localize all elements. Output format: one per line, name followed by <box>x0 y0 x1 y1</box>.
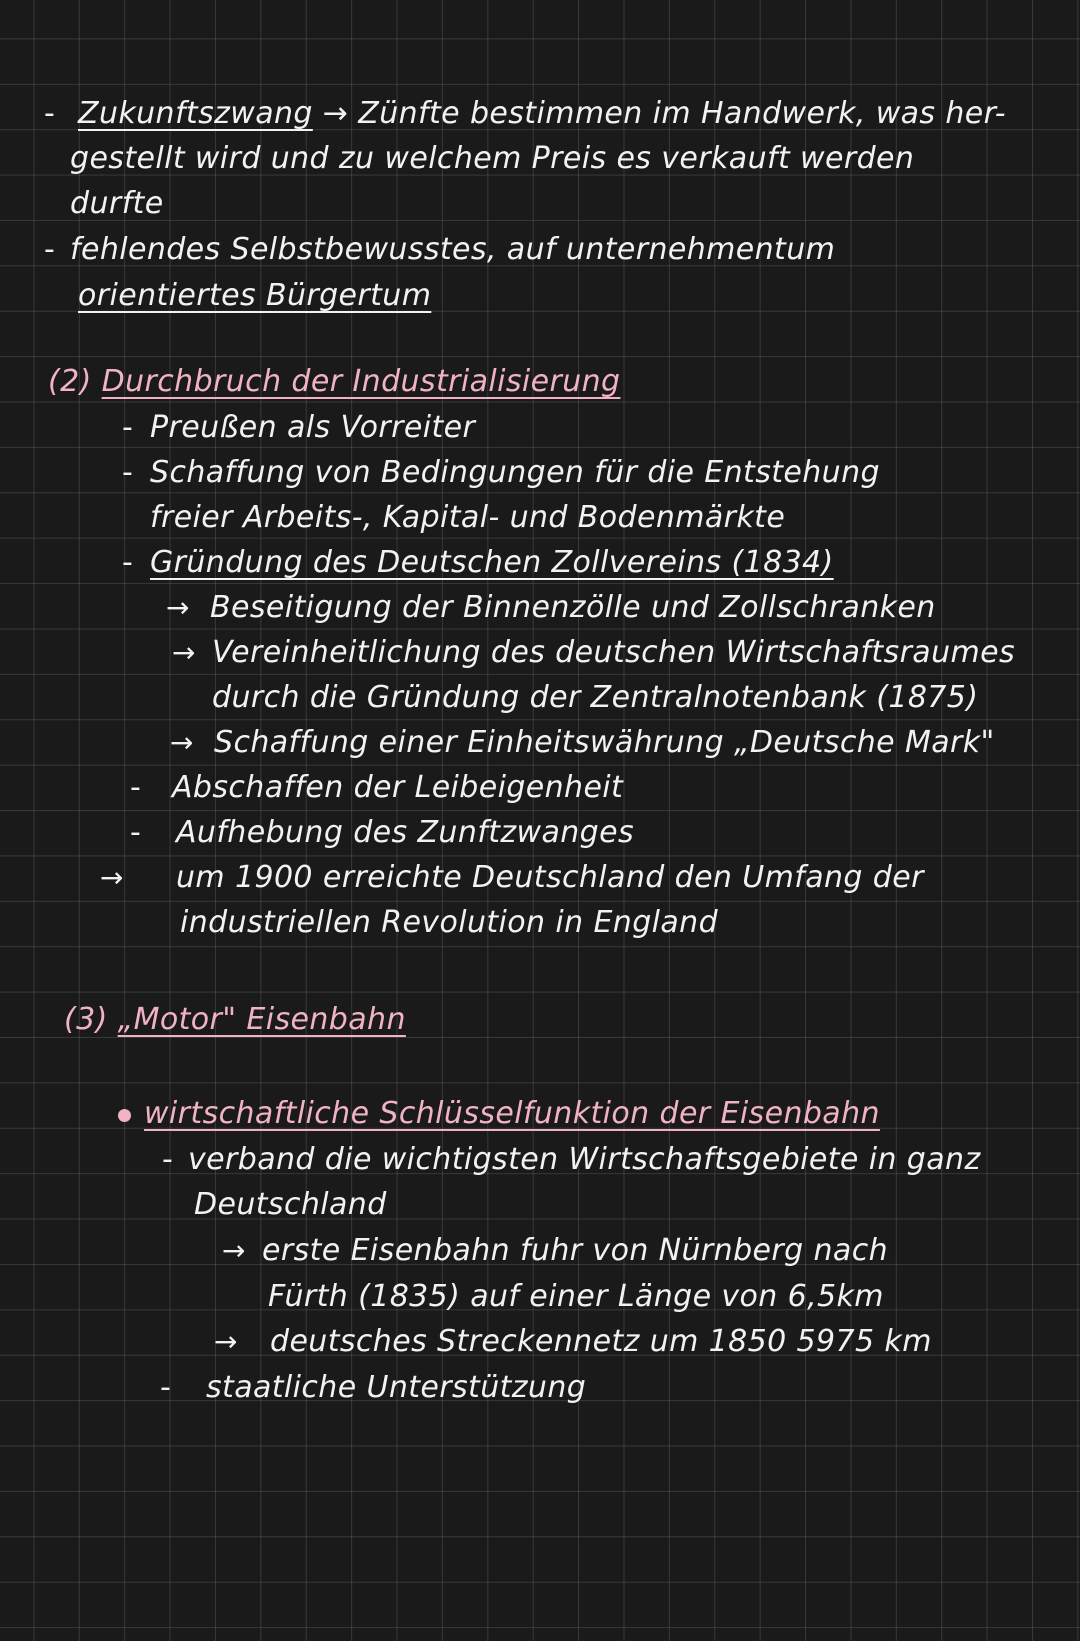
schluesselfunktion-title: wirtschaftliche Schlüsselfunktion der Eisenbahn <box>144 1096 880 1131</box>
schluesselfunktion-line <box>144 1096 880 1132</box>
erste-eisenbahn-line-2: Fürth (1835) auf einer Länge von 6,5km <box>268 1279 884 1314</box>
verband-line-2: Deutschland <box>194 1187 387 1222</box>
dash-marker: - <box>122 545 133 580</box>
wirtschaftsraum-line-1: Vereinheitlichung des deutschen Wirtschaftsraumes <box>212 635 1016 670</box>
dash-marker: - <box>122 410 133 445</box>
zukunftszwang-text: Zünfte bestimmen im Handwerk, was her- <box>358 96 1006 131</box>
zollverein-line <box>150 545 834 581</box>
prussia-line: Preußen als Vorreiter <box>150 410 476 445</box>
binnenzoelle-line: Beseitigung der Binnenzölle und Zollschranken <box>210 590 936 625</box>
buergertum-line-1: fehlendes Selbstbewusstes, auf unternehmentum <box>70 232 836 267</box>
section-2-number: (2) <box>48 364 92 399</box>
zunftzwang-line: Aufhebung des Zunftzwanges <box>176 815 634 850</box>
buergertum-text: orientiertes Bürgertum <box>78 278 432 313</box>
section-3-title: „Motor" Eisenbahn <box>117 1002 406 1037</box>
section-3-number: (3) <box>64 1002 108 1037</box>
bullet-icon <box>118 1109 131 1122</box>
waehrung-line: Schaffung einer Einheitswährung „Deutsche Mark" <box>214 725 995 760</box>
dash-marker: - <box>160 1370 171 1405</box>
result-line-1: um 1900 erreichte Deutschland den Umfang der <box>176 860 924 895</box>
result-line-2: industriellen Revolution in England <box>180 905 719 940</box>
zukunftszwang-line-3: durfte <box>70 186 164 221</box>
arrow-icon: → <box>166 591 190 624</box>
arrow-icon: → <box>170 726 194 759</box>
arrow-icon: → <box>172 636 196 669</box>
leibeigenheit-line: Abschaffen der Leibeigenheit <box>172 770 624 805</box>
zollverein-text: Gründung des Deutschen Zollvereins (1834) <box>150 545 834 580</box>
section-3-heading <box>64 1002 406 1038</box>
arrow-icon: → <box>214 1325 238 1358</box>
section-2-title: Durchbruch der Industrialisierung <box>101 364 621 399</box>
streckennetz-line: deutsches Streckennetz um 1850 5975 km <box>270 1324 932 1359</box>
dash-marker: - <box>44 96 55 131</box>
dash-marker: - <box>130 770 141 805</box>
dash-marker: - <box>162 1142 173 1177</box>
arrow-icon: → <box>322 96 349 131</box>
section-2-heading <box>48 364 620 400</box>
unterstuetzung-line: staatliche Unterstützung <box>206 1370 587 1405</box>
wirtschaftsraum-line-2: durch die Gründung der Zentralnotenbank (1875) <box>212 680 979 715</box>
conditions-line-2: freier Arbeits-, Kapital- und Bodenmärkte <box>150 500 786 535</box>
zukunftszwang-term: Zukunftszwang <box>78 96 313 131</box>
verband-line-1: verband die wichtigsten Wirtschaftsgebiete in ganz <box>188 1142 981 1177</box>
arrow-icon: → <box>100 861 124 894</box>
dash-marker: - <box>130 815 141 850</box>
arrow-icon: → <box>222 1234 246 1267</box>
zukunftszwang-line-1 <box>78 96 1006 132</box>
buergertum-line-2 <box>78 278 431 314</box>
conditions-line-1: Schaffung von Bedingungen für die Entstehung <box>150 455 880 490</box>
zukunftszwang-line-2: gestellt wird und zu welchem Preis es verkauft werden <box>70 141 915 176</box>
dash-marker: - <box>44 232 55 267</box>
erste-eisenbahn-line-1: erste Eisenbahn fuhr von Nürnberg nach <box>262 1233 888 1268</box>
dash-marker: - <box>122 455 133 490</box>
